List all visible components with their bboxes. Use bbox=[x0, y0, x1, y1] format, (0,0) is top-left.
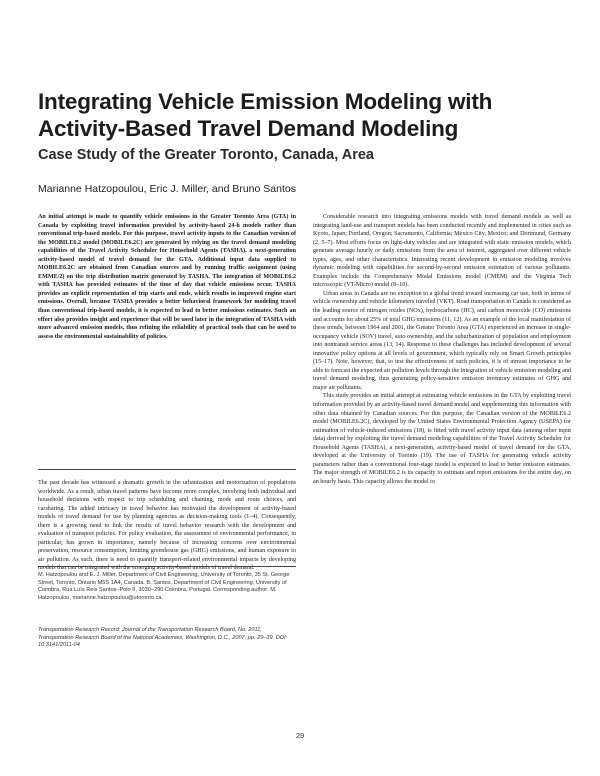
introduction bbox=[38, 479, 296, 573]
paper-subtitle: Case Study of the Greater Toronto, Canada, Area bbox=[38, 147, 374, 163]
right-column bbox=[313, 213, 571, 487]
author-affiliation: M. Hatzopoulou and E. J. Miller, Department of Civil Engineering, University of Toronto, 35 St. George Street, Toronto, Ontario M5S 1A4, Canada. B. Santos, Department of Civil Engineering, University of Coimbra, Rua Luís Reis Santos–Polo II, 3030–290 Coimbra, Portugal. Corresponding author: M. Hatzopoulou, marianne.hatzopoulou@utoronto.ca. bbox=[38, 572, 290, 601]
body-paragraph: This study provides an initial attempt at estimating vehicle emissions in the GTA by exploiting travel information provided by an activity-based travel demand model and supplementing this information with other data obtained by Canadian sources. For this purpose, the Canadian version of the MOBILE6.2 model (MOBILE6.2C), developed by the United States Environmental Protection Agency (USEPA) for estimation of vehicle-induced emissions (18), is fitted with travel activity input data (among other input data) derived by exploiting the travel demand modeling capabilities of the Travel Activity Scheduler for Household Agents (TASHA), a next-generation, activity-based model of travel demand for the GTA, developed at the University of Toronto (19). The use of TASHA for generating vehicle activity parameters rather than a conventional four-stage model is expected to lead to better emission estimates. The major strength of MOBILE6.2 is its capacity to estimate and report emissions for the entire day, on an hourly basis. This capacity allows the model to bbox=[313, 393, 571, 485]
divider bbox=[38, 469, 296, 470]
body-paragraph: Urban areas in Canada are no exception to a global trend toward increasing car use, both in terms of vehicle ownership and vehicle kilometers traveled (VKT). Road transportation in Canada is considered as the leading source of nitrogen oxides (NOx), hydrocarbons (HC), and carbon monoxide (CO) emissions and accounts for about 25% of total GHG emissions (11, 12). As an example of the local manifestation of these trends, between 1964 and 2001, the Greater Toronto Area (GTA) experienced an increase in single-occupancy vehicle (SOV) travel, auto ownership, and the suburbanization of population and employment into nontransit service areas (13, 14). Response to these challenges has included development of several innovative policy options at all levels of government, which typically rely on Smart Growth principles (15–17). Note, however, that, to test the effectiveness of such policies, it is of utmost importance to be able to forecast the expected air pollution levels through the integration of vehicle emission modeling and travel demand modeling, thus generating policy-sensitive emission inventory estimates of GHG and major air pollutants. bbox=[313, 290, 571, 391]
footnote-divider bbox=[38, 566, 296, 567]
author-list: Marianne Hatzopoulou, Eric J. Miller, and Bruno Santos bbox=[38, 183, 296, 195]
abstract-text: An initial attempt is made to quantify vehicle emissions in the Greater Toronto Area (GTA) in Canada by exploiting travel information provided by activity-based 24-h models rather than conventional trip-based models. For this purpose, travel activity inputs to the Canadian version of the MOBILE6.2 model (MOBILE6.2C) are generated by relying on the travel demand modeling capabilities of the Travel Activity Scheduler for Household Agents (TASHA), a next-generation activity-based model of travel demand for the GTA. Additional input data supplied to MOBILE6.2C are obtained from Canadian sources and by running traffic assignment (using EMME/2) on the trip distribution matrix generated by TASHA. The integration of MOBILE6.2 with TASHA has provided estimates of the time of day that vehicle emissions occur. TASHA provides an explicit representation of trip starts and ends, which results in improved engine start emissions. Overall, because TASHA provides a better behavioral framework for modeling travel than conventional trip-based models, it is expected to lead to better emissions estimates. Such an effort also provides insight and experience that will be used later in the integration of TASHA with more advanced emission models, thus refining the reliability of practical tools that can be used to assess the environmental sustainability of policies. bbox=[38, 214, 296, 340]
abstract bbox=[38, 213, 296, 341]
citation: Transportation Research Record: Journal of the Transportation Research Board, No. 2011, Transportation Research Board of the National Academies, Washington, D.C., 2007, pp. 29–39. DOI: 10.3141/2011-04 bbox=[38, 627, 288, 649]
page-number: 29 bbox=[295, 731, 305, 740]
intro-paragraph: The past decade has witnessed a dramatic growth in the urbanization and motorization of populations worldwide. As a result, urban travel patterns have become more complex, involving both individual and household decisions with respect to trip scheduling and chaining, mode and route choices, and carsharing. The added intricacy in travel behavior has motivated the development of activity-based models of travel demand for use by planning agencies as decision-making tools (1–4). Consequently, there is a growing need to link the results of travel behavior research with the development and evaluation of transport policies. For policy evaluation, the assessment of environmental performance, in particular, has grown in importance, namely because of increasing concerns over environmental preservation, resource consumption, limiting greenhouse gas (GHG) emissions, and human exposure to air pollution. As such, there is need to quantify transport-related environmental impacts by developing models that can be integrated with the emerging activity-based models of travel demand. bbox=[38, 480, 296, 572]
body-paragraph: Considerable research into integrating emissions models with travel demand models as well as integrating land-use and transport models has been conducted recently and implemented in cities such as Kyoto, Japan; Portland, Oregon; Sacramento, California; Mexico City, Mexico; and Dortmund, Germany (2, 5–7). Most efforts focus on light-duty vehicles and are integrated with static emission models, which generate average hourly or daily emissions from the area of interest, aggregated over different vehicle types, ages, and other characteristics. Interesting recent development in emission modeling involves dynamic modeling with capabilities for second-by-second emission estimation of various pollutants. Examples include the Comprehensive Modal Emissions model (CMEM) and the Virginia Tech microscopic (VT-Micro) model (8–10). bbox=[313, 214, 571, 289]
paper-title: Integrating Vehicle Emission Modeling with Activity-Based Travel Demand Modeling bbox=[38, 89, 493, 141]
